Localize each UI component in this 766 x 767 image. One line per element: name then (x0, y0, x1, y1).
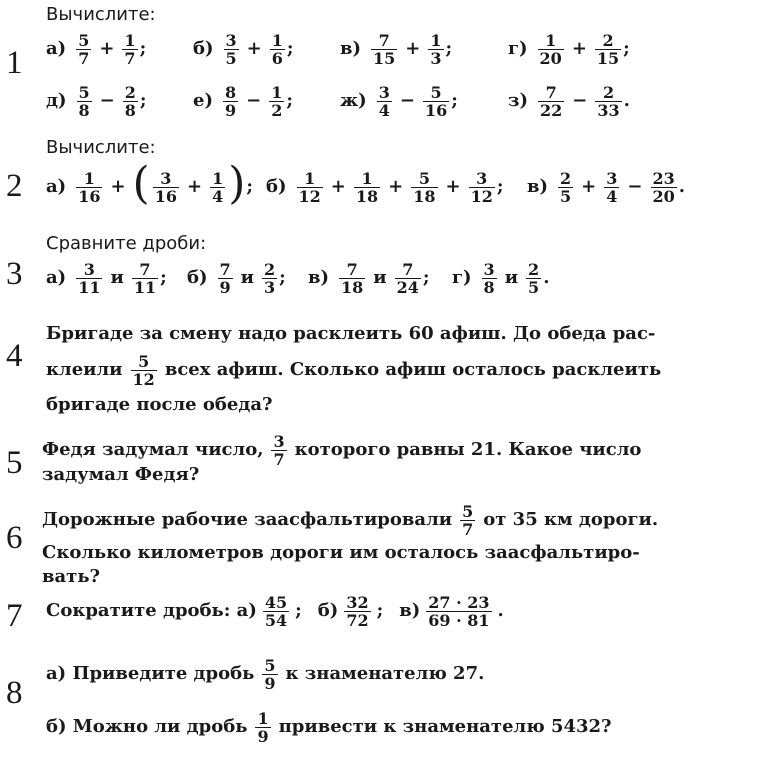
task-number-8: 8 (6, 675, 23, 711)
fraction: $\frac{1}{16}$ (78, 168, 101, 206)
fraction: $\frac{7}{18}$ (341, 259, 364, 297)
fraction: $\frac{1}{4}$ (212, 168, 224, 206)
fraction: $\frac{7}{15}$ (373, 30, 396, 68)
task-1-item: в) $\frac{7}{15}$ + $\frac{1}{3}$ ; (340, 30, 453, 68)
fraction: $\frac{5}{16}$ (424, 82, 448, 120)
task-2-heading: Вычислите: (46, 137, 156, 158)
task-8-part-b: б) Можно ли дробь $\frac{1}{9}$ привести к знаменателю 5432? (46, 708, 612, 746)
fraction: $\frac{5}{7}$ (462, 501, 474, 539)
task-1-item: з) $\frac{7}{22}$ − $\frac{2}{33}$ . (508, 82, 630, 120)
fraction: $\frac{8}{9}$ (224, 82, 237, 120)
fraction: $\frac{1}{3}$ (430, 30, 442, 68)
task-2-expression-b: б) $\frac{1}{12}$ + $\frac{1}{18}$ + $\frac{5}{18}$ + $\frac{3}{12}$ ; (266, 168, 504, 206)
fraction: $\frac{5}{7}$ (78, 30, 90, 68)
task-2-expression-c: в) $\frac{2}{5}$ + $\frac{3}{4}$ − $\frac{23}{20}$ . (527, 168, 686, 206)
fraction: $\frac{2}{15}$ (596, 30, 620, 68)
fraction: $\frac{1}{12}$ (298, 168, 321, 206)
fraction: $\frac{3}{4}$ (378, 82, 390, 120)
fraction: $\frac{7}{22}$ (540, 82, 563, 120)
task-6-line-2: Сколько километров дороги им осталось заасфальтиро- (42, 542, 640, 563)
fraction: $\frac{1}{20}$ (539, 30, 562, 68)
left-paren: ( (132, 158, 150, 209)
fraction: $\frac{1}{18}$ (355, 168, 379, 206)
fraction: $\frac{2}{5}$ (560, 168, 572, 206)
fraction: $\frac{23}{20}$ (652, 168, 675, 206)
fraction: $\frac{32}{72}$ (346, 592, 369, 630)
task-3-item: б) $\frac{7}{9}$ и $\frac{2}{3}$ ; (187, 259, 286, 297)
fraction: $\frac{1}{9}$ (257, 708, 269, 746)
fraction: $\frac{2}{5}$ (528, 259, 540, 297)
fraction: $\frac{45}{54}$ (264, 592, 288, 630)
task-1-item: г) $\frac{1}{20}$ + $\frac{2}{15}$ ; (508, 30, 630, 68)
fraction: $\frac{7}{9}$ (219, 259, 231, 297)
fraction: $\frac{3}{4}$ (606, 168, 618, 206)
fraction: $\frac{1}{7}$ (124, 30, 136, 68)
fraction: $\frac{3}{8}$ (483, 259, 495, 297)
fraction: $\frac{27 \cdot 23}{69 \cdot 81}$ (428, 592, 490, 630)
task-1-item: д) $\frac{5}{8}$ − $\frac{2}{8}$ ; (46, 82, 147, 120)
fraction: $\frac{2}{33}$ (597, 82, 620, 120)
task-number-4: 4 (6, 338, 23, 374)
fraction: $\frac{2}{3}$ (264, 259, 276, 297)
task-4-line-3: бригаде после обеда? (46, 394, 273, 415)
fraction: $\frac{1}{6}$ (271, 30, 283, 68)
task-1-item: е) $\frac{8}{9}$ − $\frac{1}{2}$ ; (193, 82, 293, 120)
task-3-item: а) $\frac{3}{11}$ и $\frac{7}{11}$ ; (46, 259, 167, 297)
task-number-6: 6 (6, 520, 23, 556)
task-3-item: в) $\frac{7}{18}$ и $\frac{7}{24}$ ; (308, 259, 430, 297)
right-paren: ) (228, 158, 246, 209)
task-number-5: 5 (6, 445, 23, 481)
fraction: $\frac{3}{5}$ (225, 30, 237, 68)
fraction: $\frac{2}{8}$ (124, 82, 136, 120)
task-1-heading: Вычислите: (46, 4, 156, 25)
task-5-line-1: Федя задумал число, $\frac{3}{7}$ которого равны 21. Какое число (42, 431, 642, 469)
task-7-expression: Сократите дробь: а) $\frac{45}{54}$ ; б) $\frac{32}{72}$ ; в) $\frac{27 \cdot 23}{69 \cdot 81}$ . (46, 592, 504, 630)
task-6-line-3: вать? (42, 566, 101, 587)
fraction: $\frac{5}{18}$ (413, 168, 436, 206)
task-4-line-2: клеили $\frac{5}{12}$ всех афиш. Сколько афиш осталось расклеить (46, 351, 662, 389)
task-2-expression-a: а) $\frac{1}{16}$ + ( $\frac{3}{16}$ + $\frac{1}{4}$ ) ; (46, 158, 254, 209)
task-3-item: г) $\frac{3}{8}$ и $\frac{2}{5}$ . (452, 259, 550, 297)
fraction: $\frac{7}{11}$ (133, 259, 157, 297)
fraction: $\frac{3}{16}$ (154, 168, 177, 206)
fraction: $\frac{3}{7}$ (273, 431, 285, 469)
fraction: $\frac{1}{2}$ (271, 82, 283, 120)
task-1-item: а) $\frac{5}{7}$ + $\frac{1}{7}$ ; (46, 30, 147, 68)
task-4-line-1: Бригаде за смену надо расклеить 60 афиш. До обеда рас- (46, 323, 656, 344)
fraction: $\frac{3}{11}$ (78, 259, 101, 297)
task-3-heading: Сравните дроби: (46, 233, 207, 254)
task-number-1: 1 (6, 45, 23, 81)
fraction: $\frac{5}{8}$ (78, 82, 90, 120)
task-1-item: ж) $\frac{3}{4}$ − $\frac{5}{16}$ ; (340, 82, 458, 120)
task-8-part-a: а) Приведите дробь $\frac{5}{9}$ к знаменателю 27. (46, 655, 485, 693)
fraction: $\frac{3}{12}$ (470, 168, 493, 206)
task-5-line-2: задумал Федя? (42, 464, 200, 485)
task-number-7: 7 (6, 598, 23, 634)
fraction: $\frac{5}{9}$ (264, 655, 276, 693)
fraction: $\frac{5}{12}$ (132, 351, 155, 389)
task-number-2: 2 (6, 168, 23, 204)
item-label: а) (46, 176, 67, 197)
task-6-line-1: Дорожные рабочие заасфальтировали $\frac{5}{7}$ от 35 км дороги. (42, 501, 659, 539)
task-number-3: 3 (6, 256, 23, 292)
task-1-item: б) $\frac{3}{5}$ + $\frac{1}{6}$ ; (193, 30, 294, 68)
fraction: $\frac{7}{24}$ (396, 259, 419, 297)
